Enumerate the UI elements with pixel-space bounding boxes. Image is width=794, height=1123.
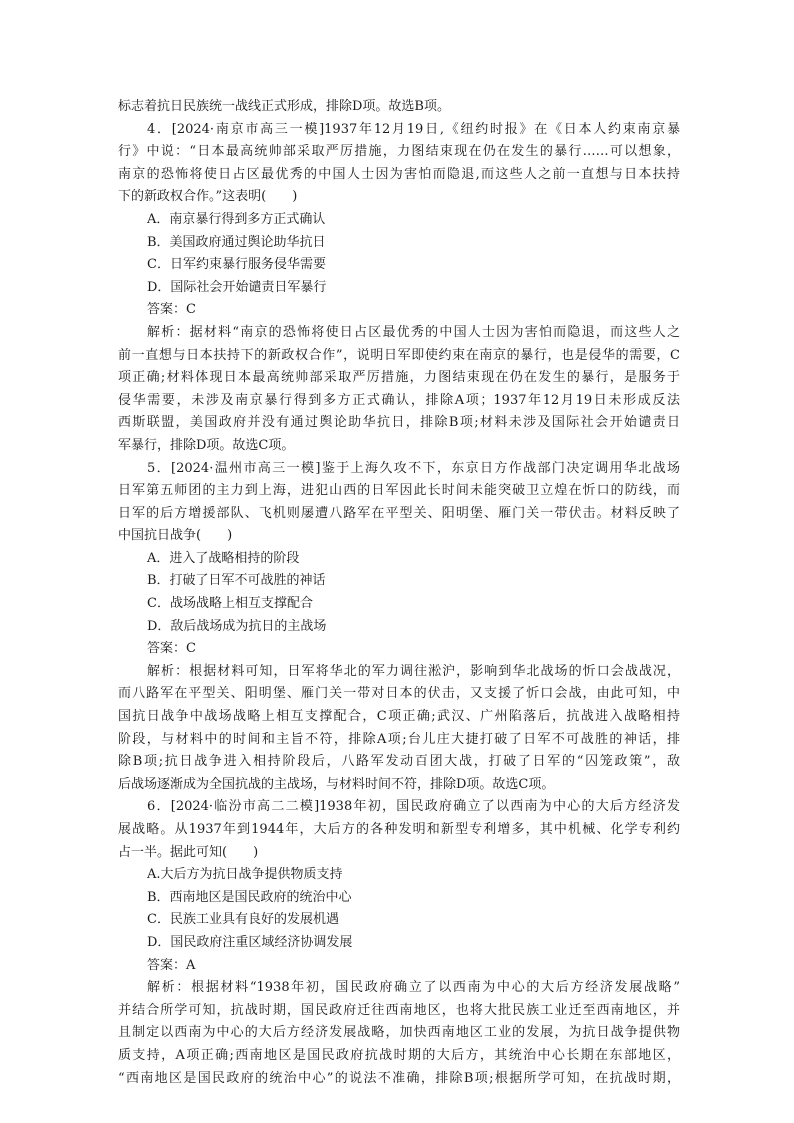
text-line: 答案：A [147, 957, 196, 973]
text-line: 解析：根据材料可知，日军将华北的军力调往淞沪，影响到华北战场的忻口会战战况， [147, 663, 680, 679]
text-line: 占一半。据此可知( ) [118, 844, 259, 860]
text-line: 阶段，与材料中的时间和主旨不符，排除A项;台儿庄大捷打破了日军不可战胜的神话，排 [118, 731, 680, 747]
text-line: C．日军约束暴行服务侵华需要 [147, 257, 326, 273]
text-line: 下的新政权合作。”这表明( ) [118, 189, 298, 205]
text-line: 答案：C [147, 641, 196, 657]
text-line: 展战略。从1937年到1944年，大后方的各种发明和新型专利增多，其中机械、化学专利约 [118, 822, 680, 837]
text-line: A.大后方为抗日战争提供物质支持 [147, 867, 343, 883]
text-line: 国抗日战争中战场战略上相互支撑配合，C项正确;武汉、广州陷落后，抗战进入战略相持 [118, 709, 680, 725]
text-line: 6．[2024·临汾市高二二模]1938年初，国民政府确立了以西南为中心的大后方经济发 [147, 799, 680, 815]
text-line: 并结合所学可知，抗战时期，国民政府迁往西南地区，也将大批民族工业迁至西南地区，并 [118, 1002, 680, 1018]
text-line: B．西南地区是国民政府的统治中心 [147, 889, 352, 905]
text-line: A．进入了战略相持的阶段 [147, 550, 300, 566]
text-line: 南京的恐怖将使日占区最优秀的中国人士因为害怕而隐退,而这些人之前一直想与日本扶持 [118, 166, 680, 182]
text-line: 前一直想与日本扶持下的新政权合作”，说明日军即使约束在南京的暴行，也是侵华的需要，C [118, 347, 680, 363]
text-line: 标志着抗日民族统一战线正式形成，排除D项。故选B项。 [118, 99, 450, 114]
text-line: 日军第五师团的主力到上海，进犯山西的日军因此长时间未能突破卫立煌在忻口的防线，而 [118, 483, 680, 499]
text-line: 日军的后方增援部队、飞机则屡遭八路军在平型关、阳明堡、雁门关一带伏击。材料反映了 [118, 505, 680, 521]
text-line: 答案：C [147, 302, 196, 318]
text-line: 西斯联盟，美国政府并没有通过舆论助华抗日，排除B项;材料未涉及国际社会开始谴责日 [118, 415, 680, 431]
text-line: 后战场逐渐成为全国抗战的主战场，与材料时间不符，排除D项。故选C项。 [118, 776, 555, 792]
text-line: 4．[2024·南京市高三一模]1937年12月19日,《纽约时报》在《日本人约束南京暴 [147, 121, 680, 137]
text-line: 行》中说：“日本最高统帅部采取严厉措施，力图结束现在仍在发生的暴行……可以想象， [118, 144, 680, 160]
text-line: B．打破了日军不可战胜的神话 [147, 573, 326, 589]
text-line: 中国抗日战争( ) [118, 528, 233, 544]
text-line: D．敌后战场成为抗日的主战场 [147, 618, 327, 634]
text-line: D．国际社会开始谴责日军暴行 [147, 279, 327, 295]
text-line: B．美国政府通过舆论助华抗日 [147, 234, 326, 250]
text-line: 项正确;材料体现日本最高统帅部采取严厉措施，力图结束现在仍在发生的暴行，是服务于 [118, 370, 680, 386]
text-line: 质支持，A项正确;西南地区是国民政府抗战时期的大后方，其统治中心长期在东部地区， [118, 1047, 680, 1063]
text-line: “西南地区是国民政府的统治中心”的说法不准确，排除B项;根据所学可知，在抗战时期， [118, 1070, 680, 1086]
text-line: 除B项;抗日战争进入相持阶段后，八路军发动百团大战，打破了日军的“囚笼政策”，敌 [118, 754, 680, 770]
text-line: 解析：根据材料“1938年初，国民政府确立了以西南为中心的大后方经济发展战略” [147, 980, 680, 996]
text-line: A．南京暴行得到多方正式确认 [147, 211, 326, 227]
text-line: 解析：据材料“南京的恐怖将使日占区最优秀的中国人士因为害怕而隐退，而这些人之 [147, 324, 680, 340]
text-line: D．国民政府注重区域经济协调发展 [147, 934, 353, 950]
text-line: C．民族工业具有良好的发展机遇 [147, 912, 339, 928]
document-page [118, 96, 680, 1090]
text-line: C．战场战略上相互支撑配合 [147, 596, 313, 612]
text-line: 侵华需要，未涉及南京暴行得到多方正式确认，排除A项；1937年12月19日未形成反法 [118, 392, 680, 408]
text-line: 5．[2024·温州市高三一模]鉴于上海久攻不下，东京日方作战部门决定调用华北战场 [147, 460, 680, 476]
text-line: 且制定以西南为中心的大后方经济发展战略，加快西南地区工业的发展，为抗日战争提供物 [118, 1025, 680, 1041]
text-line: 军暴行，排除D项。故选C项。 [118, 437, 295, 453]
text-line: 而八路军在平型关、阳明堡、雁门关一带对日本的伏击，又支援了忻口会战，由此可知，中 [118, 686, 680, 702]
